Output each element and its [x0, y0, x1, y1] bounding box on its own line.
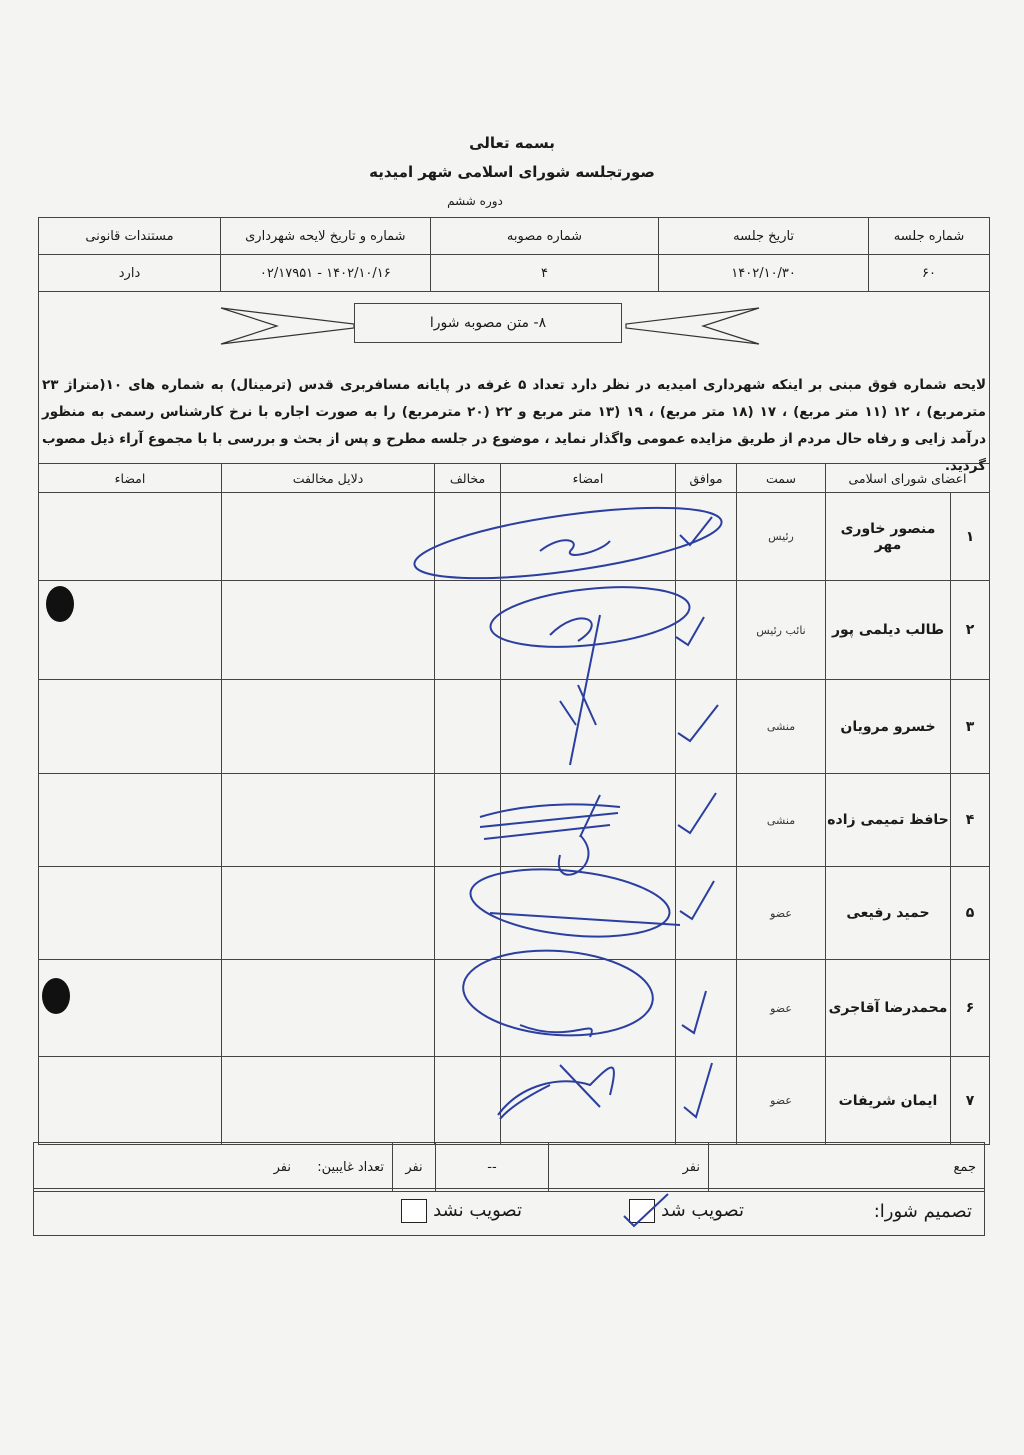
- member-name: محمدرضا آقاجری: [826, 960, 951, 1057]
- frame-border-left: [38, 285, 39, 465]
- punch-hole-upper: [46, 586, 74, 622]
- member-number: ۷: [951, 1057, 990, 1145]
- agree-header: موافق: [676, 464, 737, 493]
- member-role: عضو: [737, 1057, 826, 1145]
- approved-check-mark: [616, 1190, 676, 1232]
- legal-docs-header: مستندات قانونی: [39, 218, 221, 255]
- term-label: دوره ششم: [447, 194, 503, 208]
- member-name: حافظ تمیمی زاده: [826, 774, 951, 867]
- disagree-count-dash: --: [436, 1143, 549, 1192]
- absent-unit: نفر: [273, 1159, 291, 1175]
- member-role: عضو: [737, 960, 826, 1057]
- punch-hole-lower: [42, 978, 70, 1014]
- sum-label: جمع: [709, 1143, 985, 1192]
- member-name: حمید رفیعی: [826, 867, 951, 960]
- member-name: خسرو مرویان: [826, 680, 951, 774]
- member-role: منشی: [737, 774, 826, 867]
- signatures-overlay: [400, 495, 730, 1135]
- frame-border-right: [989, 285, 990, 465]
- signature-cell: [39, 680, 222, 774]
- member-number: ۶: [951, 960, 990, 1057]
- session-date-value: ۱۴۰۲/۱۰/۳۰: [659, 255, 869, 292]
- rejected-checkbox[interactable]: [401, 1199, 427, 1223]
- bill-number-header: شماره و تاریخ لایحه شهرداری: [221, 218, 431, 255]
- member-role: عضو: [737, 867, 826, 960]
- session-number-header: شماره جلسه: [868, 218, 989, 255]
- member-number: ۴: [951, 774, 990, 867]
- agree-count-unit: نفر: [549, 1143, 709, 1192]
- members-header: اعضای شورای اسلامی: [826, 464, 990, 493]
- disagree-count-unit: نفر: [393, 1143, 436, 1192]
- position-header: سمت: [737, 464, 826, 493]
- resolution-description: لایحه شماره فوق مبنی بر اینکه شهرداری امیدیه در نظر دارد تعداد ۵ غرفه در پایانه مسافربری قدس (ترمینال) به شماره های ۱۰(متراژ ۲۳ مترمربع) ، ۱۲ (۱۱ متر مربع) ، ۱۷ (۱۸ متر مربع) ، ۱۹ (۱۳ متر مربع و ۲۲ (۲۰ مترمربع) را به صورت اجاره با نرخ کارشناس رسمی به منظور درآمد زایی و رفاه حال مردم از طریق مزایده عمومی واگذار نماید ، موضوع در جلسه مطرح و پس از بحث و بررسی با با مجموع آراء ذیل مصوب گردید.: [42, 377, 986, 474]
- signature-cell: [39, 774, 222, 867]
- member-name: طالب دیلمی پور: [826, 581, 951, 680]
- session-info-table: [38, 217, 990, 292]
- bill-number-value: ۱۴۰۲/۱۰/۱۶ - ۰۲/۱۷۹۵۱: [221, 255, 431, 292]
- decision-label: تصمیم شورا:: [873, 1201, 972, 1222]
- absent-label: تعداد غایبین:: [317, 1159, 384, 1175]
- signature-cell: [39, 493, 222, 581]
- totals-table: [33, 1142, 985, 1192]
- disagree-reasons-header: دلایل مخالفت: [222, 464, 435, 493]
- resolution-text-banner: ۸- متن مصوبه شورا: [354, 303, 622, 343]
- member-role: رئیس: [737, 493, 826, 581]
- disagree-signature-header: امضاء: [39, 464, 222, 493]
- legal-docs-value: دارد: [39, 255, 221, 292]
- page-title: صورتجلسه شورای اسلامی شهر امیدیه: [369, 163, 655, 181]
- session-number-value: ۶۰: [868, 255, 989, 292]
- member-number: ۲: [951, 581, 990, 680]
- agree-signature-header: امضاء: [501, 464, 676, 493]
- member-name: منصور خاوری مهر: [826, 493, 951, 581]
- resolution-number-header: شماره مصوبه: [430, 218, 659, 255]
- signature-cell: [39, 867, 222, 960]
- approved-label: تصویب شد: [661, 1200, 744, 1221]
- member-role: منشی: [737, 680, 826, 774]
- bismillah-heading: بسمه تعالی: [469, 134, 555, 152]
- member-name: ایمان شریفات: [826, 1057, 951, 1145]
- resolution-number-value: ۴: [430, 255, 659, 292]
- member-number: ۵: [951, 867, 990, 960]
- rejected-label: تصویب نشد: [433, 1200, 522, 1221]
- signature-cell: [39, 1057, 222, 1145]
- member-role: نائب رئیس: [737, 581, 826, 680]
- disagree-header: مخالف: [435, 464, 501, 493]
- member-number: ۳: [951, 680, 990, 774]
- council-decision: [33, 1188, 985, 1236]
- member-number: ۱: [951, 493, 990, 581]
- session-date-header: تاریخ جلسه: [659, 218, 869, 255]
